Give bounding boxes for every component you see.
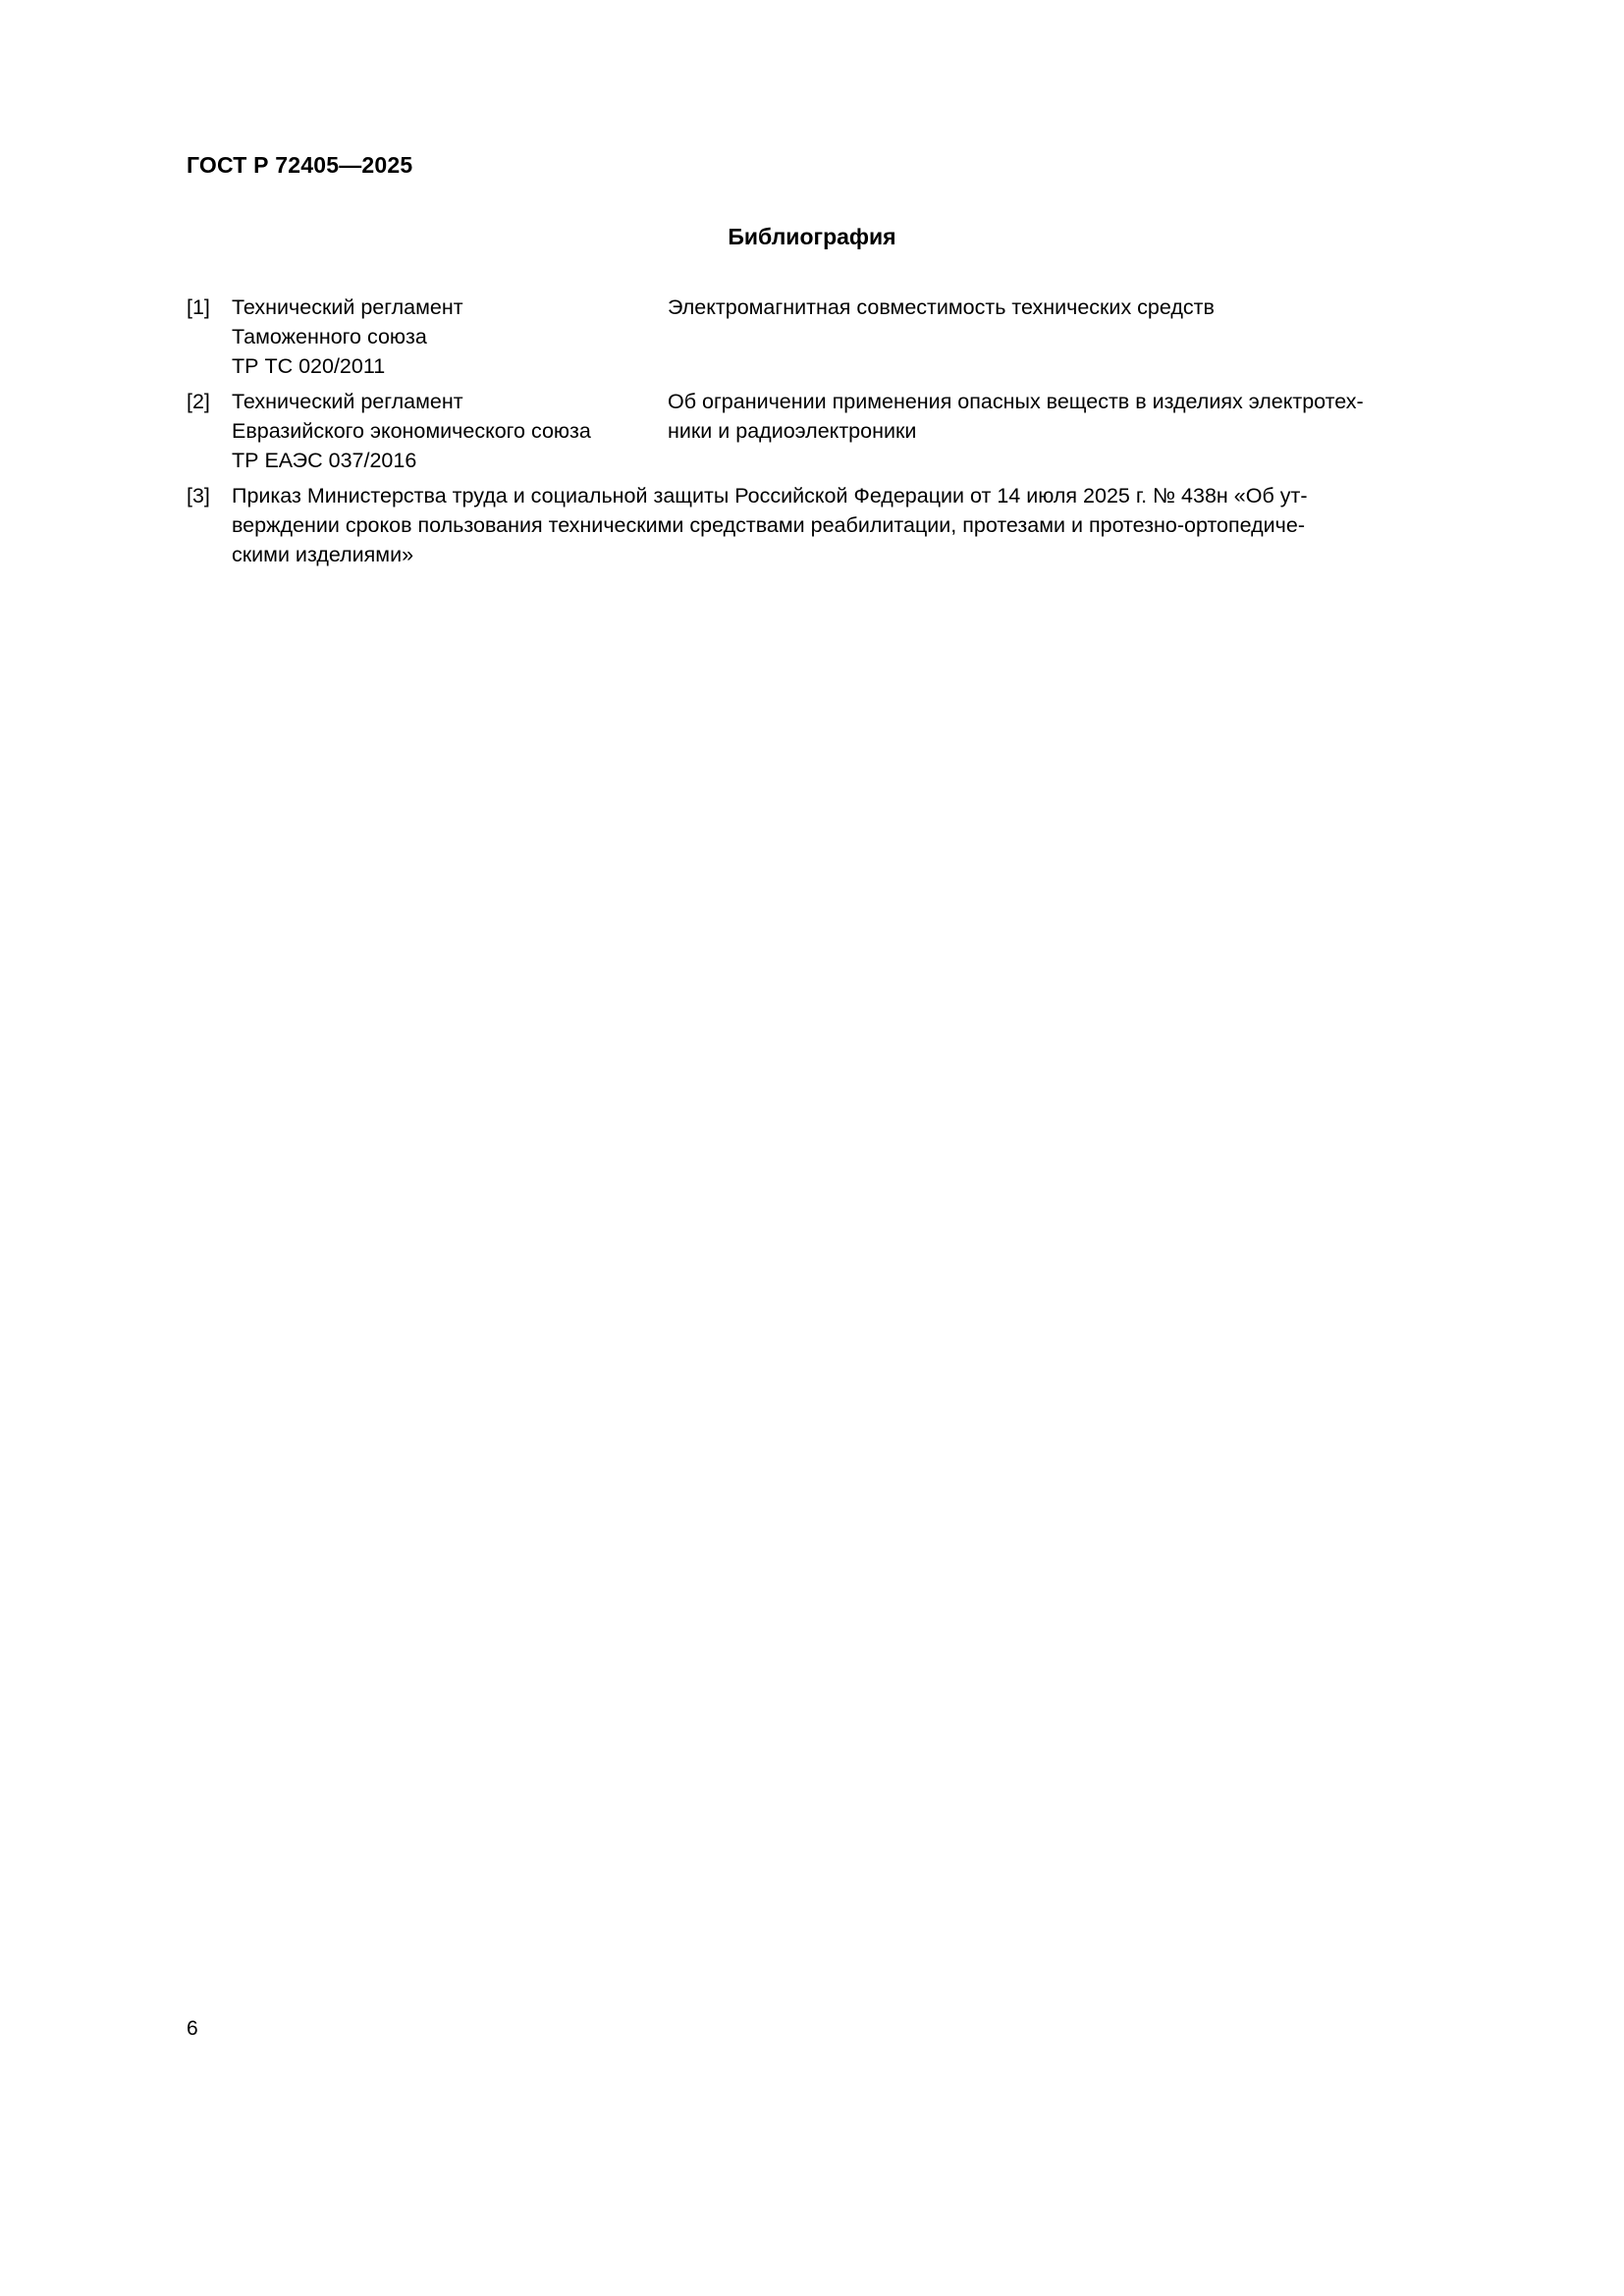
reference-marker: [3] [187,484,210,507]
list-item [187,387,1443,475]
reference-source-line: ТР ЕАЭС 037/2016 [232,449,417,472]
reference-source [232,293,668,381]
reference-source-line: Таможенного союза [232,325,427,348]
reference-description [668,387,1443,446]
reference-source-line: Евразийского экономического союза [232,419,591,443]
reference-description-line: Приказ Министерства труда и социальной защиты Российской Федерации от 14 июля 2025 г. № 438н «Об ут- [232,484,1308,507]
reference-description-line: Электромагнитная совместимость технических средств [668,295,1215,319]
reference-marker: [2] [187,390,210,413]
reference-description-line: Об ограничении применения опасных веществ в изделиях электротех- [668,390,1364,413]
reference-description-line: ники и радиоэлектроники [668,419,917,443]
reference-source-line: Технический регламент [232,295,463,319]
bibliography-list [187,293,1443,575]
reference-description [232,481,1443,569]
reference-body [232,293,1443,381]
reference-source [232,387,668,475]
page-header-standard-code: ГОСТ Р 72405—2025 [187,152,413,178]
section-title: Библиография [728,224,896,249]
reference-body [232,387,1443,475]
reference-description-line: верждении сроков пользования техническими средствами реабилитации, протезами и протезно-ортопедиче- [232,513,1306,537]
reference-marker: [1] [187,295,210,319]
reference-source-line: Технический регламент [232,390,463,413]
reference-description [668,293,1443,322]
reference-body [232,481,1443,569]
reference-source-line: ТР ТС 020/2011 [232,354,386,378]
list-item [187,293,1443,381]
reference-description-line: скими изделиями» [232,543,414,566]
page-number: 6 [187,2017,198,2040]
list-item [187,481,1443,569]
